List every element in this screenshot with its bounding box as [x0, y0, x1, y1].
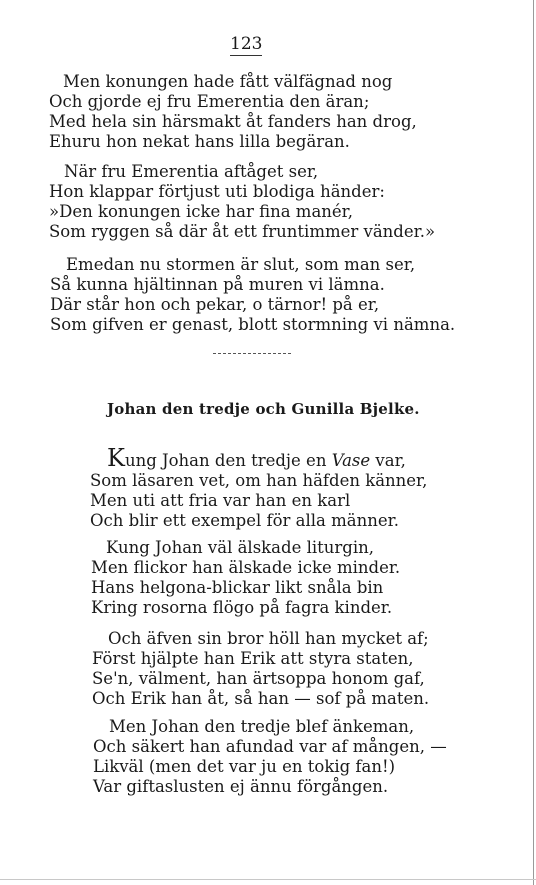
verse-line: Och gjorde ej fru Emerentia den äran; — [49, 92, 370, 111]
poem2-stanza-3 — [92, 629, 430, 709]
verse-line: Likväl (men det var ju en tokig fan!) — [93, 757, 396, 776]
page-number: 123 — [230, 34, 263, 54]
verse-line-first — [107, 444, 427, 472]
verse-line: Först hjälpte han Erik att styra staten, — [92, 649, 414, 668]
poem2-stanza-2 — [91, 538, 401, 618]
verse-line: Hans helgona-blickar likt snåla bin — [91, 578, 384, 597]
verse-line: Som ryggen så där åt ett fruntimmer vänder.» — [49, 222, 436, 241]
page-bottom-edge — [0, 879, 536, 880]
verse-line: Och säkert han afundad var af mången, — — [93, 737, 447, 756]
verse-line: Så kunna hjältinnan på muren vi lämna. — [50, 275, 385, 294]
verse-line: Hon klappar förtjust uti blodiga händer: — [49, 182, 385, 201]
drop-cap: K — [107, 444, 125, 472]
verse-text: ung Johan den tredje en — [124, 451, 332, 470]
verse-line: Men flickor han älskade icke minder. — [91, 558, 401, 577]
verse-line: Kung Johan väl älskade liturgin, — [106, 538, 374, 557]
poem2-stanza-1 — [90, 444, 428, 531]
poem-title: Johan den tredje och Gunilla Bjelke. — [107, 400, 420, 418]
verse-line: Och Erik han åt, så han — sof på maten. — [92, 689, 430, 708]
verse-text: var, — [370, 451, 406, 470]
verse-line: Var giftaslusten ej ännu förgången. — [93, 777, 389, 796]
verse-line: Emedan nu stormen är slut, som man ser, — [66, 255, 416, 274]
verse-line: Ehuru hon nekat hans lilla begäran. — [49, 132, 350, 151]
verse-line: Där står hon och pekar, o tärnor! på er, — [50, 295, 380, 314]
verse-line: Och äfven sin bror höll han mycket af; — [108, 629, 429, 648]
verse-line: »Den konungen icke har fina manér, — [49, 202, 354, 221]
verse-line: Men uti att fria var han en karl — [90, 491, 351, 510]
section-divider — [213, 353, 291, 355]
poem1-stanza-1 — [49, 72, 417, 152]
verse-line: Med hela sin härsmakt åt fanders han drog, — [49, 112, 417, 131]
verse-line: Men konungen hade fått välfägnad nog — [63, 72, 393, 91]
verse-line: Kring rosorna flögo på fagra kinder. — [91, 598, 393, 617]
poem2-stanza-4 — [93, 717, 447, 797]
verse-line: Som läsaren vet, om han häfden känner, — [90, 471, 428, 490]
verse-line: Och blir ett exempel för alla männer. — [90, 511, 399, 530]
verse-line: Se'n, välment, han ärtsoppa honom gaf, — [92, 669, 425, 688]
page-edge-line — [533, 0, 534, 885]
verse-line: Som gifven er genast, blott stormning vi nämna. — [50, 315, 456, 334]
verse-line: När fru Emerentia aftåget ser, — [64, 162, 319, 181]
poem1-stanza-2 — [49, 162, 436, 242]
verse-italic-word: Vase — [331, 451, 371, 470]
verse-line: Men Johan den tredje blef änkeman, — [109, 717, 415, 736]
poem1-stanza-3 — [50, 255, 456, 335]
